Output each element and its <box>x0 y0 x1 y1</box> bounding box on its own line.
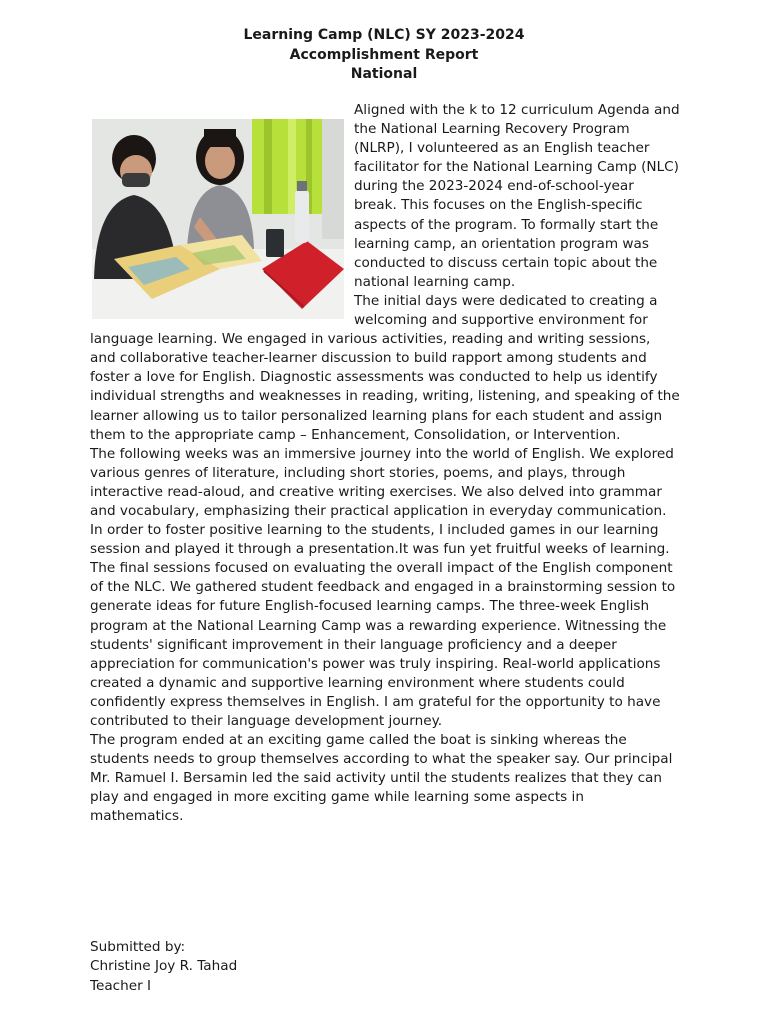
report-body <box>90 101 680 827</box>
signature-block <box>90 938 237 996</box>
paragraph-initial-days: The initial days were dedicated to creating a welcoming and supportive environment for language learning. We engaged in various activities, reading and writing sessions, and collaborative teacher-learner discussion to build rapport among students and foster a love for English. Diagnostic assessments was conducted to help us identify individual strengths and weaknesses in reading, writing, listening, and speaking of the learner allowing us to tailor personalized learning plans for each student and assign them to the appropriate camp – Enhancement, Consolidation, or Intervention. <box>90 292 680 443</box>
report-header <box>0 26 768 85</box>
submitted-by-label: Submitted by: <box>90 939 186 955</box>
paragraph-intro: Aligned with the k to 12 curriculum Agenda and the National Learning Recovery Program (NLRP), I volunteered as an English teacher facilitator for the National Learning Camp (NLC) during the 2023-2024 end-of-school-year break. This focuses on the English-specific aspects of the program. To formally start the learning camp, an orientation program was conducted to discuss certain topic about the national learning camp. <box>354 102 680 290</box>
report-level: National <box>350 66 418 82</box>
students-reading-photo <box>92 119 344 319</box>
report-title: Learning Camp (NLC) SY 2023-2024 <box>243 27 525 43</box>
paragraph-program-end: The program ended at an exciting game called the boat is sinking whereas the students needs to group themselves according to what the speaker say. Our principal Mr. Ramuel I. Bersamin led the said activity until the students realizes that they can play and engaged in more exciting game while learning some aspects in mathematics. <box>90 732 673 825</box>
submitter-name: Christine Joy R. Tahad <box>90 958 238 975</box>
photo-illustration <box>92 119 344 319</box>
submitter-position: Teacher I <box>90 977 152 994</box>
paragraph-following-weeks: The following weeks was an immersive journey into the world of English. We explored various genres of literature, including short stories, poems, and plays, through interactive read-aloud, and creative writing exercises. We also delved into grammar and vocabulary, emphasizing their practical application in everyday communication. In order to foster positive learning to the students, I included games in our learning session and played it through a presentation.It was fun yet fruitful weeks of learning. <box>90 445 674 558</box>
report-subtitle: Accomplishment Report <box>289 46 479 63</box>
paragraph-final-sessions: The final sessions focused on evaluating the overall impact of the English component of the NLC. We gathered student feedback and engaged in a brainstorming session to generate ideas for future English-focused learning camps. The three-week English program at the National Learning Camp was a rewarding experience. Witnessing the students' significant improvement in their language proficiency and a deeper appreciation for communication's power was truly inspiring. Real-world applications created a dynamic and supportive learning environment where students could confidently express themselves in English. I am grateful for the opportunity to have contributed to their language development journey. <box>90 560 676 729</box>
